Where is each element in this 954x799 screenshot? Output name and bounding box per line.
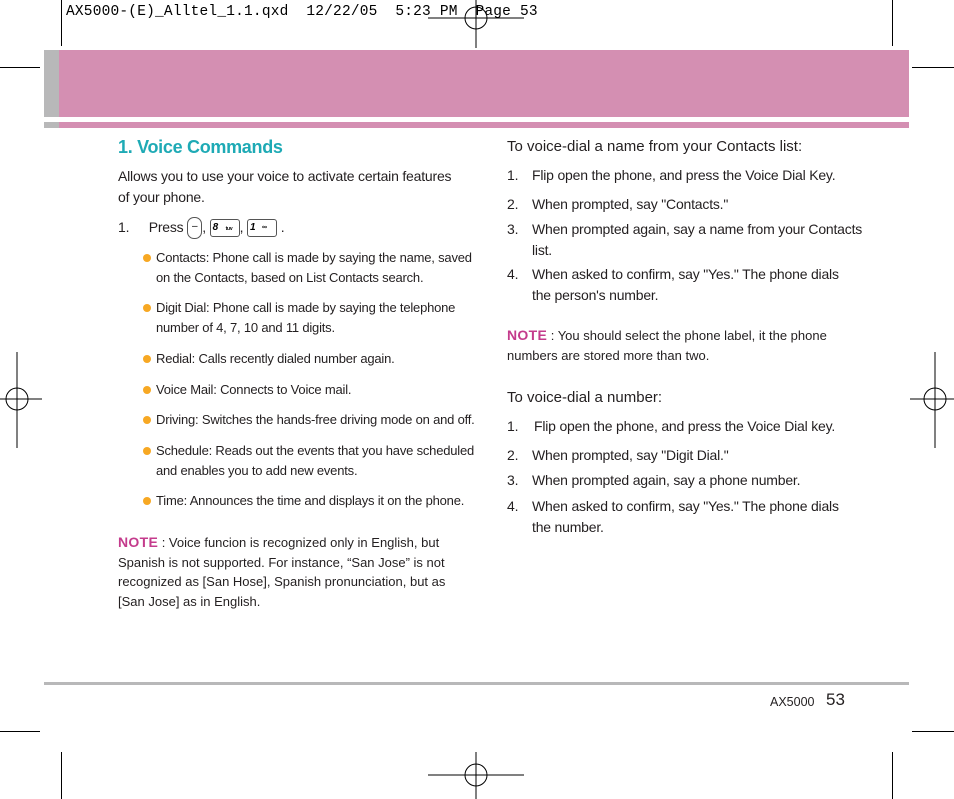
registration-mark-right (910, 352, 954, 448)
print-slug-line: AX5000-(E)_Alltel_1.1.qxd 12/22/05 5:23 PM Page 53 (66, 4, 538, 20)
header-rule-pink (59, 122, 909, 128)
list-item: 3. When prompted again, say a phone number. (507, 472, 801, 488)
footer-rule (44, 682, 909, 685)
list-item: 2. When prompted, say "Contacts." (507, 196, 729, 212)
header-band-pink (59, 50, 909, 117)
registration-mark-top (428, 0, 524, 48)
press-step: 1. Press – , 8 tuv , 1 ∞ . (118, 217, 284, 239)
section-title: 1. Voice Commands (118, 137, 283, 157)
registration-mark-left (0, 352, 42, 448)
press-step-label: Press (148, 219, 184, 235)
list-item: 1. Flip open the phone, and press the Voice Dial Key. (507, 167, 836, 183)
note-label: NOTE (118, 534, 159, 550)
list-item: 3. When prompted again, say a name from your Contacts list. (507, 221, 863, 258)
intro-text: Allows you to use your voice to activate certain features of your phone. (118, 168, 452, 205)
header-band-gray (44, 50, 59, 117)
key-1-voicemail-icon: 1 ∞ (247, 219, 277, 237)
list-item: 4. When asked to confirm, say "Yes." The phone dials the number. (507, 498, 839, 535)
key-8-tuv-icon: 8 tuv (210, 219, 240, 237)
voice-dial-key-icon: – (187, 217, 202, 239)
contacts-heading: To voice-dial a name from your Contacts list: (507, 138, 803, 155)
note-label: NOTE (507, 327, 548, 343)
list-item: 4. When asked to confirm, say "Yes." The phone dials the person's number. (507, 266, 839, 303)
intro-paragraph (118, 166, 463, 208)
registration-mark-bottom (428, 752, 524, 799)
press-step-number: 1. (118, 219, 130, 235)
list-item: 2. When prompted, say "Digit Dial." (507, 447, 729, 463)
left-note: NOTE : Voice funcion is recognized only in English, but Spanish is not supported. For instance, “San Jose” is not recognized as [San Hose], Spanish pronunciation, but as [San Jose] as in English. (118, 534, 446, 609)
number-heading: To voice-dial a number: (507, 389, 663, 406)
list-item: 1. Flip open the phone, and press the Voice Dial key. (507, 418, 836, 434)
header-rule-gray (44, 122, 59, 128)
page-number: 53 (826, 690, 845, 709)
footer-model: AX5000 (770, 695, 815, 709)
right-note: NOTE : You should select the phone label, it the phone numbers are stored more than two. (507, 327, 827, 363)
